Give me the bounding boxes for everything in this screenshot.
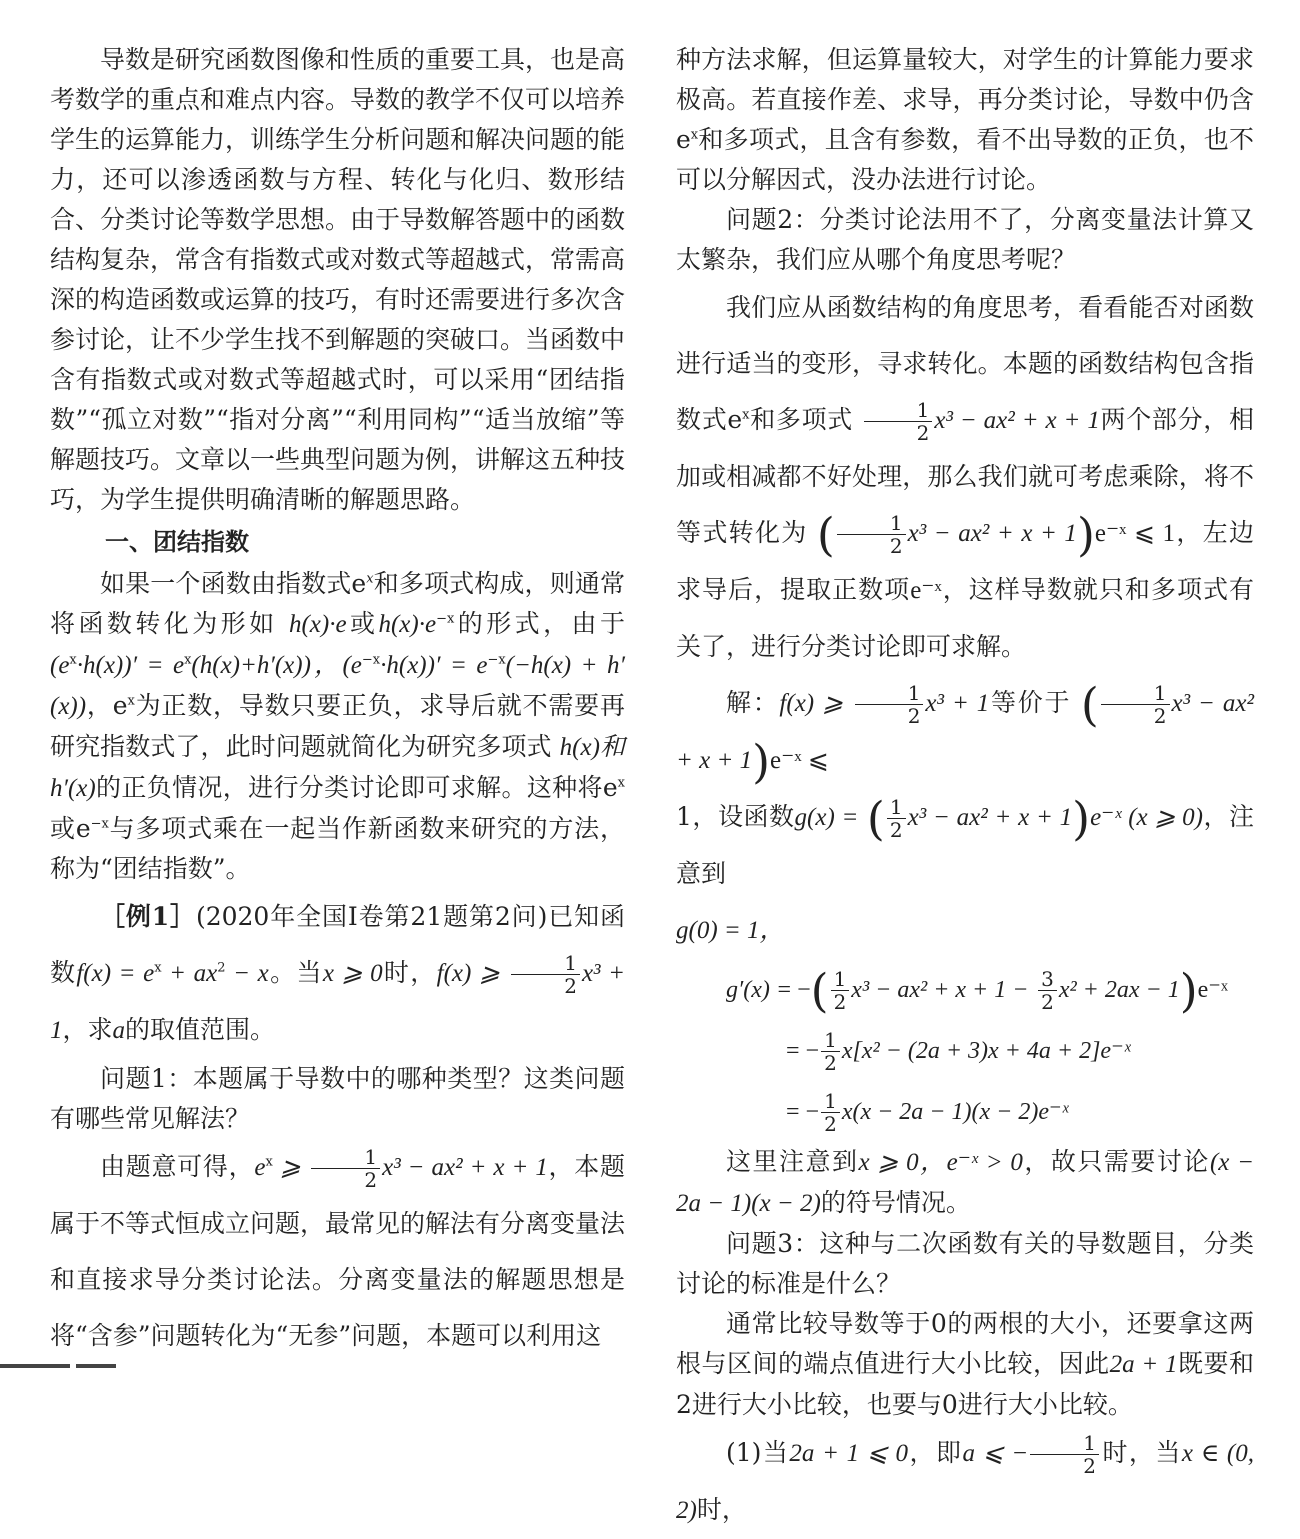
math-span: e⁻ˣ	[910, 577, 942, 604]
math-sup: −x	[361, 652, 381, 668]
math-span: h(x)·e	[288, 611, 347, 638]
text-span: 如果一个函数由指数式e	[100, 569, 367, 598]
comparison-paragraph: 通常比较导数等于0的两根的大小，还要拿这两根与区间的端点值进行大小比较，因此2a + 1既要和2进行大小比较，也要与0进行大小比较。	[676, 1309, 1254, 1419]
math-span: a	[112, 1017, 126, 1044]
math-span: (−h(x) + h′(x))	[50, 652, 626, 720]
fraction: $\frac{1}{2}$	[511, 952, 580, 997]
text-span: 时，	[382, 958, 437, 987]
fraction: $\frac{1}{2}$	[311, 1146, 380, 1191]
text-span: ，本题属于不等式恒成立问题，最常见的解法有分离变量法和直接求导分类讨论法。分离变量法的解题思想是将“含参”问题转化为“无参”问题，本题可以利用这	[50, 1152, 626, 1350]
text-span: ，求	[62, 1015, 113, 1044]
gprime-line-3: = − $\frac{1}{2}$ x(x − 2a − 1)(x − 2)e⁻ˣ	[786, 1089, 1069, 1136]
continuation-paragraph: 种方法求解，但运算量较大，对学生的计算能力要求极高。若直接作差、求导，再分类讨论，导数中仍含$e^x$和多项式，且含有参数，看不出导数的正负，也不可以分解因式，没办法进行讨论。	[676, 45, 1254, 194]
gprime-line-1: g′(x) = −( $\frac{1}{2}$ x³ − ax² + x + 1 − $\frac{3}{2}$ x² + 2ax − 1)e⁻ˣ	[726, 963, 1228, 1018]
left-column	[50, 40, 625, 1364]
math-sup: −x	[487, 652, 506, 668]
intro-paragraph: 导数是研究函数图像和性质的重要工具，也是高考数学的重点和难点内容。导数的教学不仅可以培养学生的运算能力，训练学生分析问题和解决问题的能力，还可以渗透函数与方程、转化与化归、数形结合、分类讨论等数学思想。由于导数解答题中的函数结构复杂，常含有指数式或对数式等超越式，常需高深的构造函数或运算的技巧，有时还需要进行多次含参讨论，让不少学生找不到解题的突破口。当函数中含有指数式或对数式等超越式时，可以采用“团结指数”“孤立对数”“指对分离”“利用同构”“适当放缩”等解题技巧。文章以一些典型问题为例，讲解这五种技巧，为学生提供明确清晰的解题思路。	[50, 45, 626, 514]
math-sup: x	[690, 127, 699, 143]
example-label: ［例1］	[100, 902, 196, 931]
analysis-paragraph	[50, 1139, 625, 1364]
math-span: x³ − ax² + x + 1	[382, 1154, 548, 1181]
math-span: − x	[225, 960, 269, 987]
tuanjie-paragraph: 如果一个函数由指数式$e^x$和多项式构成，则通常将函数转化为形如 h(x)·e或$h(x)\cdot e^{-x}$的形式，由于 $(e^x\cdot h(x))' = e^x(h(x)+h'(x))$，$(e^{-x}\cdot h(x))' = e^{-x}(-h(x) + h'(x))$，$e^x$为正数，导数只要正负，求导后就不需要再研究指数式了，此时问题就简化为研究多项式 h(x)和h′(x)的正负情况，进行分类讨论即可求解。这种将$e^x$或$e^{-x}$与多项式乘在一起当作新函数来研究的方法，称为“团结指数”。	[50, 569, 626, 883]
math-span: f(x) = e	[76, 960, 155, 987]
structure-paragraph: 我们应从函数结构的角度思考，看看能否对函数进行适当的变形，寻求转化。本题的函数结构包含指数式$e^x$和多项式 $\frac{1}{2}$ x³ − ax² + x + 1两个部分，相加或相减都不好处理，那么我们就可考虑乘除，将不等式转化为 ( $\frac{1}{2}$ x³ − ax² + x + 1)e⁻ˣ ⩽ 1，左边求导后，提取正数项e⁻ˣ，这样导数就只和多项式有关了，进行分类讨论即可求解。	[676, 293, 1254, 661]
math-sup: x	[742, 407, 750, 423]
math-span: + ax	[161, 960, 218, 987]
text-span: 的取值范围。	[125, 1015, 276, 1044]
text-span: 。当	[268, 958, 323, 987]
footer-rule	[0, 1353, 170, 1359]
section-heading-1: 一、团结指数	[105, 528, 249, 556]
math-sup: x	[366, 571, 374, 587]
math-span: ⩾	[272, 1154, 301, 1181]
gprime-line-2: = − $\frac{1}{2}$ x[x² − (2a + 3)x + 4a + 2]e⁻ˣ	[786, 1028, 1131, 1075]
text-span: 或	[346, 609, 379, 638]
math-sup: −x	[436, 611, 455, 627]
sign-note: 这里注意到x ⩾ 0，e⁻ˣ > 0，故只需要讨论(x − 2a − 1)(x − 2)的符号情况。	[676, 1147, 1254, 1217]
question-1: 问题1：本题属于导数中的哪种类型？这类问题有哪些常见解法？	[50, 1064, 625, 1133]
math-sup: x	[184, 652, 192, 668]
gx-definition: 1，设函数g(x) = ( $\frac{1}{2}$ x³ − ax² + x + 1)e⁻ˣ (x ⩾ 0)，注意到	[676, 791, 1255, 888]
math-span: x³ + 1	[50, 960, 626, 1044]
math-span: f(x) ⩾	[436, 960, 500, 987]
math-span: (e	[50, 652, 70, 679]
math-sup: x	[265, 1154, 273, 1170]
math-span: x³ − ax² + x + 1	[934, 407, 1100, 434]
solution-line: 解：f(x) ⩾ $\frac{1}{2}$ x³ + 1等价于 ( $\frac{1}{2}$ x³ − ax² + x + 1)e⁻ˣ ⩽	[676, 677, 1254, 789]
text-span: 的正负情况，进行分类讨论即可求解。这种将e	[95, 773, 618, 802]
math-span: h(x)·e	[378, 611, 437, 638]
math-span: (h(x)+h′(x))，(e	[191, 652, 362, 679]
case-1: (1)当2a + 1 ⩽ 0，即a ⩽ − $\frac{1}{2}$ 时，当x ∈ (0, 2)时，	[676, 1431, 1254, 1524]
text-span: 为正数，导数只要正负，求导后就不需要再研究指数式了，此时问题就简化为研究多项式	[50, 691, 625, 761]
math-span: x ⩾ 0	[322, 960, 383, 987]
text-span: 由题意可得，	[100, 1152, 255, 1181]
text-span: (2020年全国Ⅰ卷第21题第2问)已知函数	[50, 902, 625, 987]
math-sup: x	[127, 693, 135, 709]
text-span: 和多项式构成，则通常将函数转化为形如	[50, 569, 625, 638]
fraction: $\frac{1}{2}$	[864, 399, 933, 444]
text-span: 与多项式乘在一起当作新函数来研究的方法，称为“团结指数”。	[50, 814, 625, 883]
question-3: 问题3：这种与二次函数有关的导数题目，分类讨论的标准是什么？	[676, 1229, 1254, 1298]
math-span: ·h(x))′ = e	[76, 652, 185, 679]
right-column	[676, 40, 1254, 1539]
fraction: $\frac{1}{2}$	[837, 512, 906, 557]
question-2: 问题2：分类讨论法用不了，分离变量法计算又太繁杂，我们应从哪个角度思考呢？	[676, 205, 1254, 274]
text-span: 的形式，由于	[454, 609, 625, 638]
fraction: $\frac{1}{2}$	[1101, 682, 1170, 727]
example-1: ［例1］(2020年全国Ⅰ卷第21题第2问)已知函数$f(x) = e^x + ax^2 - x$。当x ⩾ 0时，f(x) ⩾ $\frac{1}{2}$ x³ + 1，求a的取值范围。	[50, 902, 626, 1044]
g0-line: g(0) = 1，	[676, 917, 785, 944]
text-span: 或	[50, 814, 76, 843]
fraction: $\frac{1}{2}$	[887, 796, 906, 841]
math-sup: −x	[90, 816, 109, 832]
math-span: ·h(x))′ = e	[380, 652, 488, 679]
math-span: e⁻ˣ ⩽ 1	[1094, 520, 1176, 547]
math-sup: x	[617, 775, 625, 791]
math-span: e	[254, 1154, 266, 1181]
math-sup: x	[69, 652, 77, 668]
text-span: ，	[86, 691, 113, 720]
math-span: h(x)和h′(x)	[50, 734, 625, 802]
math-span: x³ − ax² + x + 1	[907, 520, 1077, 547]
math-sup: x	[154, 960, 162, 976]
fraction: $\frac{1}{2}$	[855, 682, 924, 727]
